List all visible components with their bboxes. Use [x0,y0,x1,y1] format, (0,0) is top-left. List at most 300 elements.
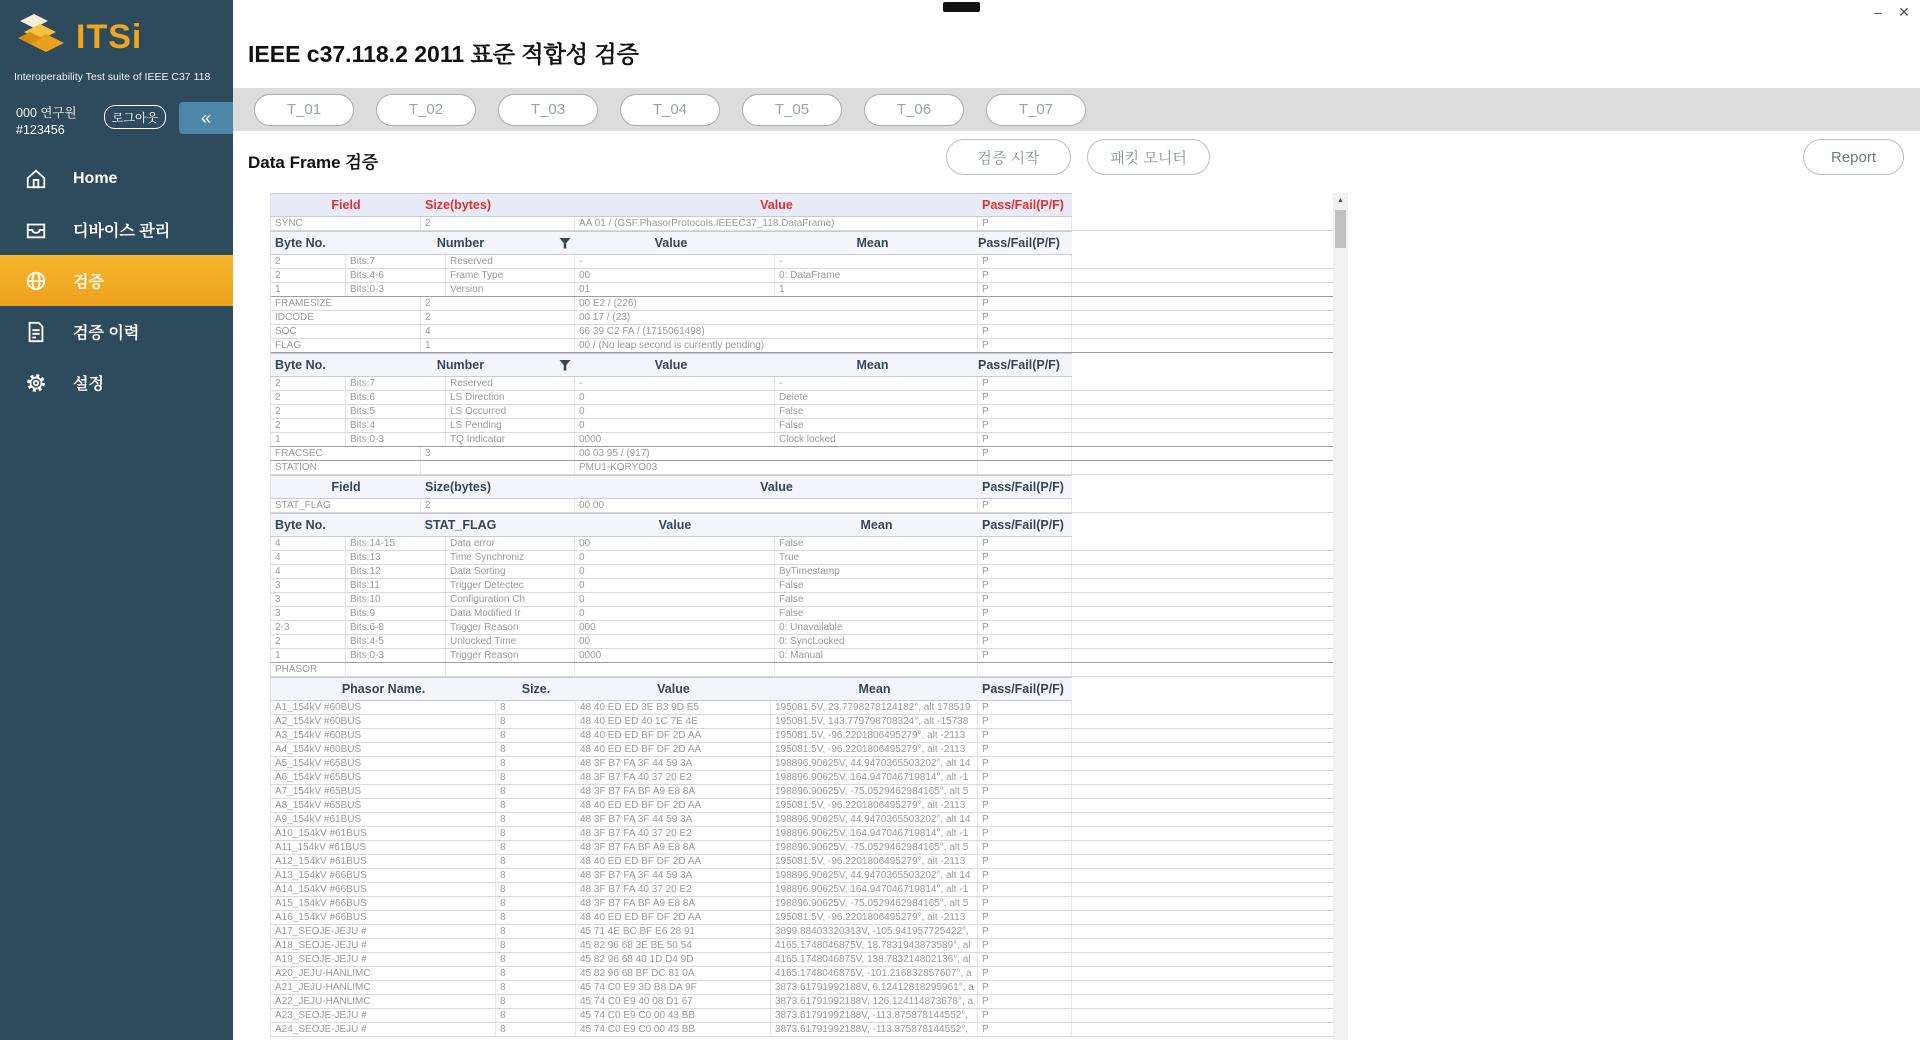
cell: P [978,771,1072,784]
cell: P [978,269,1072,282]
bits-row [271,649,1333,663]
sidebar-item-label: 설정 [73,376,104,393]
sidebar-item-devices[interactable] [0,204,233,255]
tab-T_04[interactable]: T_04 [620,94,720,126]
cell: Trigger Detectec [446,579,575,592]
cell: Bits:7 [346,255,446,268]
itsi-logo-icon [16,12,68,63]
cell: 2 [271,377,346,390]
phasor-row [271,715,1333,729]
cell: 3899.88403320313V, -105.941957725422°, [771,925,978,938]
page-title: IEEE c37.118.2 2011 표준 적합성 검증 [248,41,639,67]
cell: 48 3F B7 FA 3F 44 59 3A [576,869,771,882]
cell: P [978,743,1072,756]
cell: P [978,1009,1072,1022]
close-icon[interactable]: ✕ [1898,4,1910,20]
tab-strip [233,88,1920,131]
phasor-row [271,785,1333,799]
cell: A6_154kV #65BUS [271,771,496,784]
cell: 195081.5V, -96.2201806495279°, alt -2113 [771,729,978,742]
cell: A7_154kV #65BUS [271,785,496,798]
cell: 4165.1748046875V, -101.216832857607°, a [771,967,978,980]
cell: A2_154kV #60BUS [271,715,496,728]
globe-icon [25,270,47,292]
cell: 00 [575,269,775,282]
cell: P [978,255,1072,268]
table-header-row: Phasor Name. Size. Value Mean Pass/Fail(P/F) [271,677,1333,701]
cell: 45 74 C0 E9 3D B8 DA 9F [576,981,771,994]
field-row [271,311,1333,325]
cell: A22_JEJU-HANLIMC [271,995,496,1008]
cell: P [978,405,1072,418]
cell: 4 [421,325,575,338]
cell: A13_154kV #66BUS [271,869,496,882]
cell: A4_154kV #60BUS [271,743,496,756]
cell: P [978,433,1072,446]
cell: 195081.5V, 143.779798708324°, alt -15738 [771,715,978,728]
cell: 48 3F B7 FA 40 37 20 E2 [576,883,771,896]
cell: P [978,953,1072,966]
cell: P [978,551,1072,564]
bits-row [271,405,1333,419]
cell: 48 40 ED ED BF DF 2D AA [576,799,771,812]
cell: 195081.5V, 23.7798278124182°, alt 178519 [771,701,978,714]
cell: A15_154kV #66BUS [271,897,496,910]
cell: Bits:6 [346,391,446,404]
cell: P [978,391,1072,404]
cell [421,461,575,474]
cell: 198896.90625V, 44.9470365503202°, alt 14 [771,813,978,826]
cell: P [978,1023,1072,1036]
cell: LS Pending [446,419,575,432]
minimize-icon[interactable]: – [1874,4,1882,20]
cell: A16_154kV #66BUS [271,911,496,924]
cell: 4 [271,537,346,550]
cell: P [978,729,1072,742]
table-header-row: Byte No. Number Value Mean Pass/Fail(P/F) [271,231,1333,255]
cell: 0 [575,593,775,606]
cell: 2 [271,391,346,404]
sidebar [0,0,233,1040]
cell: P [978,813,1072,826]
vertical-scrollbar[interactable] [1333,193,1348,1040]
cell: P [978,995,1072,1008]
scroll-up-icon[interactable]: ▲ [1337,197,1344,204]
field-row [271,339,1333,353]
tab-T_07[interactable]: T_07 [986,94,1086,126]
phasor-row [271,995,1333,1009]
tab-T_03[interactable]: T_03 [498,94,598,126]
cell: A19_SEOJE-JEJU # [271,953,496,966]
cell: 00 [575,635,775,648]
cell: 8 [496,1023,576,1036]
cell: 8 [496,911,576,924]
logo [0,0,233,63]
cell: 198896.90625V, -75.0529462984165°, alt 5 [771,785,978,798]
cell: Bits:0-3 [346,649,446,662]
cell: 3873.61791992188V, 126.124114873678°, a [771,995,978,1008]
cell: 8 [496,813,576,826]
field-row [271,325,1333,339]
cell: A24_SEOJE-JEJU # [271,1023,496,1036]
cell: False [775,593,978,606]
sidebar-item-label: 검증 이력 [73,325,140,342]
cell: 0 [575,565,775,578]
bits-row [271,269,1333,283]
cell: 2 [271,635,346,648]
cell: TQ Indicator [446,433,575,446]
cell: 2 [421,297,575,310]
cell: A5_154kV #65BUS [271,757,496,770]
cell: A18_SEOJE-JEJU # [271,939,496,952]
cell: 0 [575,607,775,620]
cell: P [978,537,1072,550]
cell: Configuration Ch [446,593,575,606]
cell: 195081.5V, -96.2201806495279°, alt -2113 [771,743,978,756]
cell: 48 3F B7 FA 3F 44 59 3A [576,813,771,826]
cell: Bits:7 [346,377,446,390]
cell: 195081.5V, -96.2201806495279°, alt -2113 [771,855,978,868]
cell: 8 [496,925,576,938]
cell: 1 [271,433,346,446]
bits-row [271,377,1333,391]
cell: 8 [496,841,576,854]
cell: 3 [271,607,346,620]
cell: P [978,565,1072,578]
logout-button[interactable]: 로그아웃 [104,105,166,129]
cell: 198896.90625V, 164.947046719814°, alt -1 [771,771,978,784]
bits-row [271,255,1333,269]
field-row [271,447,1333,461]
cell: 0 [575,405,775,418]
cell: P [978,311,1072,324]
bits-row [271,391,1333,405]
cell [575,663,775,676]
cell: Bits:9 [346,607,446,620]
cell: 3873.61791992188V, -113.875878144552°, [771,1009,978,1022]
cell: 48 40 ED ED BF DF 2D AA [576,743,771,756]
cell: Time Synchroniz [446,551,575,564]
cell: 195081.5V, -96.2201806495279°, alt -2113 [771,911,978,924]
bits-row [271,551,1333,565]
cell: Bits:11 [346,579,446,592]
cell: 1 [775,283,978,296]
cell: 2-3 [271,621,346,634]
validation-table [270,193,1333,1040]
cell: P [978,757,1072,770]
cell: False [775,419,978,432]
phasor-row [271,827,1333,841]
cell: False [775,579,978,592]
cell: 8 [496,743,576,756]
cell: 198896.90625V, 164.947046719814°, alt -1 [771,883,978,896]
bits-row [271,593,1333,607]
cell: True [775,551,978,564]
cell: 4 [271,551,346,564]
section-title: Data Frame 검증 [248,153,379,172]
sidebar-item-settings[interactable] [0,357,233,408]
phasor-row [271,981,1333,995]
cell: Reserved [446,255,575,268]
cell: PMU1-KORYO03 [575,461,978,474]
cell: P [978,827,1072,840]
cell: FLAG [271,339,421,352]
cell: 00 17 / (23) [575,311,978,324]
cell: 2 [421,217,575,230]
window-controls [1870,4,1912,21]
cell: P [978,911,1072,924]
sidebar-item-label: 검증 [73,274,104,291]
phasor-row [271,841,1333,855]
user-name: 000 연구원 [16,106,77,120]
tab-T_05[interactable]: T_05 [742,94,842,126]
cell: 45 71 4E BC BF E6 28 91 [576,925,771,938]
cell [978,663,1072,676]
phasor-row [271,911,1333,925]
cell: 4 [271,565,346,578]
cell: P [978,339,1072,352]
cell: 48 3F B7 FA 40 37 20 E2 [576,827,771,840]
logo-subtitle: Interoperability Test suite of IEEE C37 118 [14,71,211,83]
cell: 45 74 C0 E9 C0 00 43 BB [576,1009,771,1022]
cell: 198896.90625V, -75.0529462984165°, alt 5 [771,897,978,910]
cell: 48 40 ED ED 3E B3 9D E5 [576,701,771,714]
bits-row [271,607,1333,621]
filter-icon[interactable] [559,238,571,249]
cell: Clock locked [775,433,978,446]
cell: 8 [496,771,576,784]
cell: 00 00 [575,499,978,512]
cell: 0 [575,419,775,432]
table-header-row: Field Size(bytes) Value Pass/Fail(P/F) [271,193,1333,217]
cell: A8_154kV #65BUS [271,799,496,812]
cell: 3873.61791992188V, -113.875878144552°, [771,1023,978,1036]
field-row [271,217,1333,231]
cell: 8 [496,827,576,840]
cell: - [775,255,978,268]
cell: 48 3F B7 FA 40 37 20 E2 [576,771,771,784]
cell: 3 [271,579,346,592]
phasor-row [271,799,1333,813]
cell: 2 [271,405,346,418]
cell: A1_154kV #60BUS [271,701,496,714]
phasor-row [271,939,1333,953]
cell: P [978,579,1072,592]
cell: 198896.90625V, 164.947046719814°, alt -1 [771,827,978,840]
cell: P [978,981,1072,994]
filter-icon[interactable] [559,360,571,371]
phasor-row [271,757,1333,771]
bits-row [271,433,1333,447]
cell: P [978,855,1072,868]
cell: STAT_FLAG [271,499,421,512]
cell: 8 [496,799,576,812]
scroll-thumb[interactable] [1335,210,1346,248]
phasor-row [271,771,1333,785]
phasor-row [271,1009,1333,1023]
cell: 198896.90625V, 44.9470365503202°, alt 14 [771,869,978,882]
cell: 48 3F B7 FA BF A9 E8 8A [576,841,771,854]
cell: P [978,869,1072,882]
cell: False [775,405,978,418]
field-row [271,461,1333,475]
cell: A12_154kV #61BUS [271,855,496,868]
sidebar-collapse-button[interactable]: « [179,102,233,134]
cell: P [978,607,1072,620]
cell: 198896.90625V, -75.0529462984165°, alt 5 [771,841,978,854]
sidebar-item-verification[interactable] [0,255,233,306]
cell: 0: Manual [775,649,978,662]
cell: 198896.90625V, 44.9470365503202°, alt 14 [771,757,978,770]
cell: P [978,593,1072,606]
field-row [271,499,1333,513]
sidebar-item-label: 디바이스 관리 [73,223,171,240]
tab-T_06[interactable]: T_06 [864,94,964,126]
cell: 8 [496,757,576,770]
user-id: #123456 [16,123,65,137]
cell: Data error [446,537,575,550]
cell: 8 [496,981,576,994]
cell: P [978,841,1072,854]
cell: 8 [496,995,576,1008]
sidebar-item-history[interactable] [0,306,233,357]
cell: A9_154kV #61BUS [271,813,496,826]
cell: 45 82 96 68 BF DC 81 0A [576,967,771,980]
cell: 48 40 ED ED BF DF 2D AA [576,729,771,742]
cell: - [575,255,775,268]
phasor-row [271,925,1333,939]
cell: P [978,939,1072,952]
cell: Frame Type [446,269,575,282]
cell: 2 [421,311,575,324]
cell: P [978,883,1072,896]
cell: 8 [496,953,576,966]
home-icon [25,168,47,190]
phasor-row [271,743,1333,757]
cell: Data Modified Ir [446,607,575,620]
bits-row [271,283,1333,297]
cell: Trigger Reason [446,621,575,634]
cell: 8 [496,967,576,980]
tab-T_02[interactable]: T_02 [376,94,476,126]
cell: Bits:6-8 [346,621,446,634]
phasor-row [271,1023,1333,1037]
cell: Bits:12 [346,565,446,578]
cell: 45 74 C0 E9 40 08 D1 67 [576,995,771,1008]
cell: 48 3F B7 FA 3F 44 59 3A [576,757,771,770]
report-button[interactable]: Report [1803,139,1904,175]
cell: 8 [496,883,576,896]
sidebar-menu [0,153,233,408]
cell: 00 03 95 / (917) [575,447,978,460]
cell: P [978,499,1072,512]
titlebar-notch [943,2,980,12]
cell: 2 [271,255,346,268]
sidebar-item-home[interactable] [0,153,233,204]
cell: 45 82 96 68 40 1D D4 9D [576,953,771,966]
cell: 8 [496,939,576,952]
scroll-down-icon[interactable] [1333,1024,1348,1040]
cell: Bits:13 [346,551,446,564]
cell: 0 [575,391,775,404]
bits-row [271,419,1333,433]
cell: P [978,715,1072,728]
tab-T_01[interactable]: T_01 [254,94,354,126]
cell: Bits:0-3 [346,433,446,446]
logo-text: ITSi [76,18,143,56]
cell: 45 82 96 68 3E BE 50 54 [576,939,771,952]
cell: P [978,897,1072,910]
phasor-row [271,883,1333,897]
cell: P [978,967,1072,980]
cell: 2 [271,419,346,432]
bits-row [271,621,1333,635]
cell [446,663,575,676]
cell: STATION [271,461,421,474]
cell: Data Sorting [446,565,575,578]
cell: Bits:4-6 [346,269,446,282]
cell: 0: DataFrame [775,269,978,282]
cell: P [978,799,1072,812]
cell: 000 [575,621,775,634]
cell: False [775,607,978,620]
start-verification-button[interactable]: 검증 시작 [946,139,1071,175]
cell: SOC [271,325,421,338]
cell: 48 40 ED ED 40 1C 7E 4E [576,715,771,728]
cell: 48 40 ED ED BF DF 2D AA [576,911,771,924]
cell: P [978,377,1072,390]
cell: - [575,377,775,390]
cell: Trigger Reason [446,649,575,662]
cell: LS Occurred [446,405,575,418]
cell: 8 [496,785,576,798]
table-header-row: Byte No. Number Value Mean Pass/Fail(P/F) [271,353,1333,377]
cell [978,461,1072,474]
sidebar-item-label: Home [73,169,118,187]
cell: Version [446,283,575,296]
cell: 1 [271,649,346,662]
cell: 0000 [575,433,775,446]
cell: ByTimestamp [775,565,978,578]
bits-row [271,663,1333,677]
cell: Reserved [446,377,575,390]
cell: 00 / (No leap second is currently pending) [575,339,978,352]
phasor-row [271,869,1333,883]
cell: A23_SEOJE-JEJU # [271,1009,496,1022]
cell: P [978,447,1072,460]
cell: Bits:10 [346,593,446,606]
cell: 0: Unavailable [775,621,978,634]
bits-row [271,565,1333,579]
cell: P [978,701,1072,714]
cell [775,663,978,676]
cell: 8 [496,855,576,868]
cell: P [978,635,1072,648]
phasor-row [271,953,1333,967]
cell: P [978,297,1072,310]
cell: A14_154kV #66BUS [271,883,496,896]
bits-row [271,579,1333,593]
packet-monitor-button[interactable]: 패킷 모니터 [1087,139,1210,175]
cell: FRAMESIZE [271,297,421,310]
cell: 4165.1748046875V, 138.783214802136°, al [771,953,978,966]
history-icon [25,321,47,343]
phasor-row [271,729,1333,743]
cell: 48 3F B7 FA BF A9 E8 8A [576,897,771,910]
cell: 1 [421,339,575,352]
cell: A17_SEOJE-JEJU # [271,925,496,938]
bits-row [271,635,1333,649]
